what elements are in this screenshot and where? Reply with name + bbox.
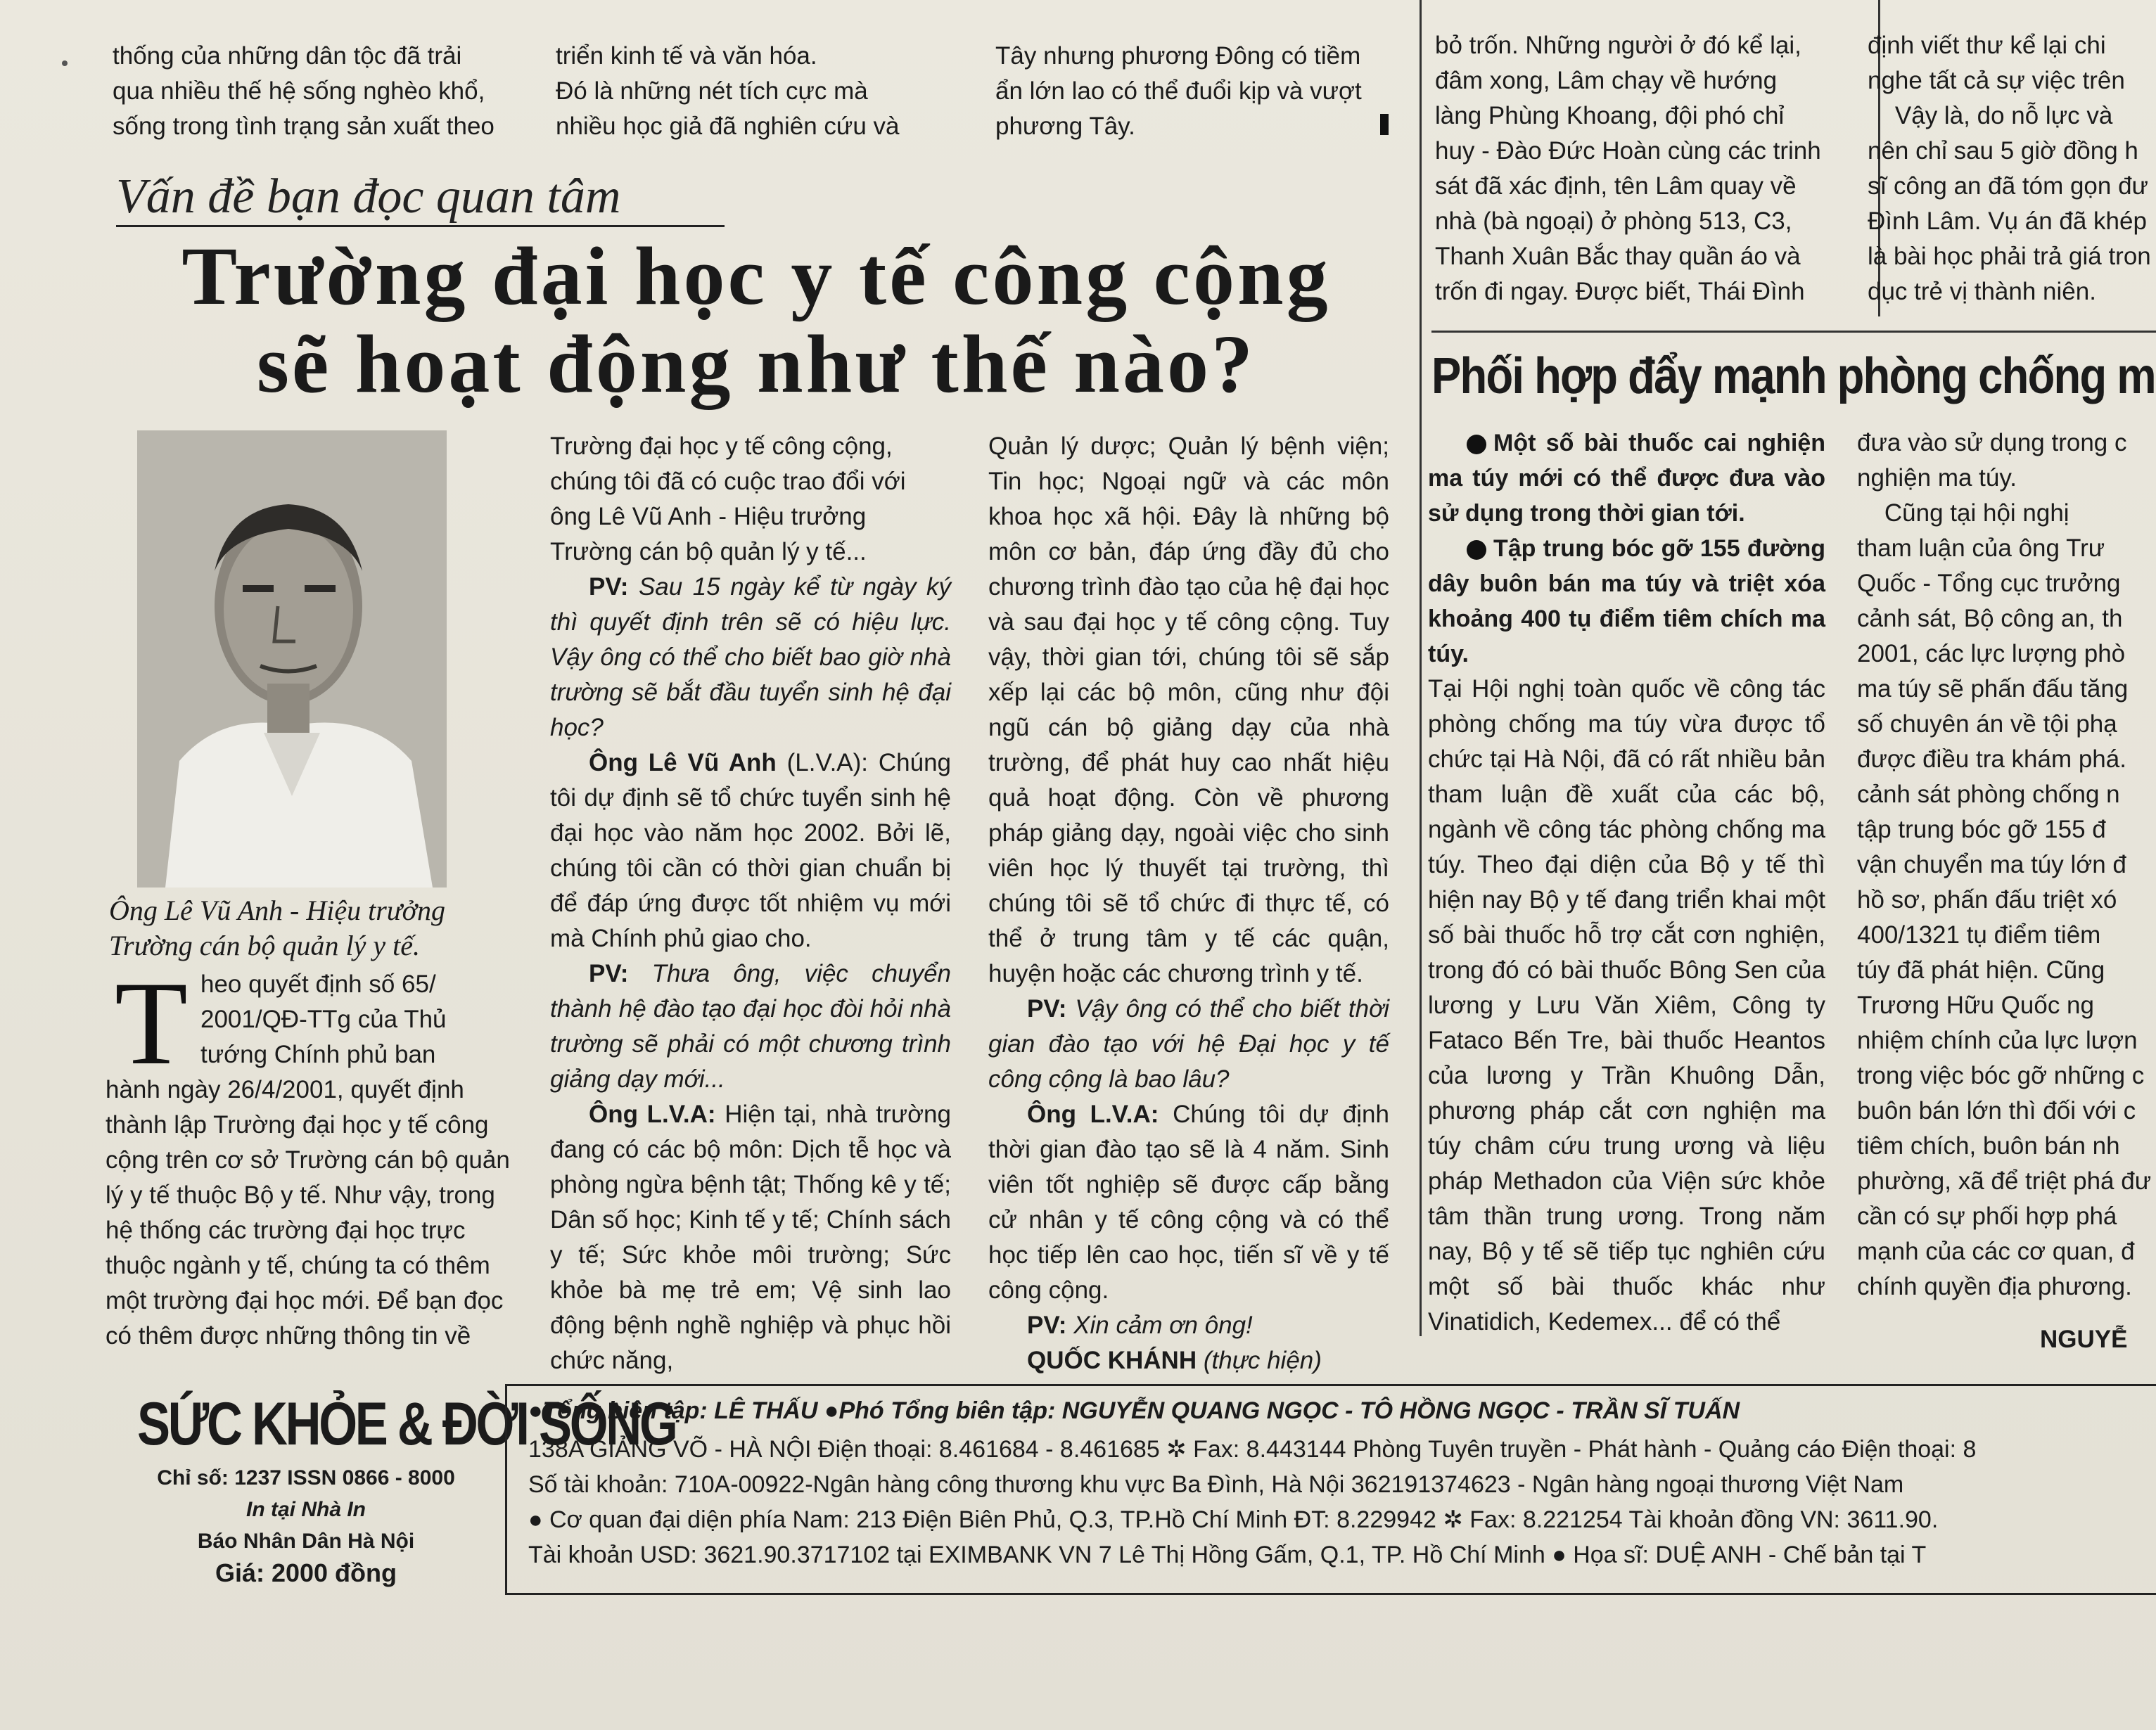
- bullet-icon: [1467, 540, 1486, 560]
- section-rule: [1431, 331, 2156, 333]
- imprint-address: 138A GIẢNG VÕ - HÀ NỘI Điện thoại: 8.461684 - 8.461685 ✲ Fax: 8.443144 Phòng Tuyên truyền - Phát hành - Quảng cáo Điện thoại: 8: [528, 1436, 1977, 1463]
- portrait-photo-graphic: [137, 430, 447, 888]
- article-col1-body: hành ngày 26/4/2001, quyết định thành lập Trường đại học y tế công cộng trên cơ sở Trường cán bộ quản lý y tế thuộc Bộ y tế. Như vậy, trong hệ thống các trường đại học trực thuộc ngành y tế, chúng ta có thêm một trường đại học mới. Để bạn đọc có thêm được những thông tin về: [106, 1076, 510, 1350]
- drug-article-col-b: đưa vào sử dụng trong c nghiện ma túy. Cũng tại hội nghị tham luận của ông Trư Quốc - Tổng cục trưởng cảnh sát, Bộ công an, th 2001, các lực lượng phò ma túy sẽ phấn đấu tăng số chuyên án về tội phạ được điều tra khám phá. cảnh sát phòng chống n tập trung bóc gỡ 155 đ vận chuyển ma túy lớn đ hồ sơ, phấn đấu triệt xó 400/1321 tụ điểm tiêm túy đã phát hiện. Cũng Trương Hữu Quốc ng nhiệm chính của lực lượn trong việc bóc gỡ những c buôn bán lớn thì đối với c tiêm chích, buôn bán nh phường, xã để triệt phá đư cần có sự phối hợp phá mạnh của các cơ quan, đ chính quyền địa phương.: [1857, 429, 2152, 1300]
- imprint-editors: ●Tổng biên tập: LÊ THẤU ●Phó Tổng biên tập: NGUYỄN QUANG NGỌC - TÔ HỒNG NGỌC - TRẦN SĨ TUẤN: [528, 1397, 1740, 1424]
- right-top-column-b: định viết thư kể lại chi nghe tất cả sự việc trên Vậy là, do nỗ lực và nên chỉ sau 5 giờ đồng h sĩ công an đã tóm gọn đư Đình Lâm. Vụ án đã khép là bài học phải trả giá tron dục trẻ vị thành niên.: [1868, 32, 2151, 305]
- pv-label: PV:: [589, 573, 629, 601]
- answer-text: Hiện tại, nhà trường đang có các bộ môn: Dịch tễ học và phòng ngừa bệnh tật; Thống kê y tế; Dân số học; Kinh tế y tế; Chính sách y tế; Sức khỏe môi trường; Sức khỏe bà mẹ trẻ em; Vệ sinh lao động bệnh nghề nghiệp và phục hồi chức năng,: [550, 1101, 951, 1374]
- drug-article-byline: NGUYỄ: [2040, 1326, 2128, 1353]
- article-col3-body: Quản lý dược; Quản lý bệnh viện; Tin học; Ngoại ngữ và các môn khoa học xã hội. Đây là những bộ môn cơ bản, đáp ứng đầy đủ cho chương trình đào tạo của hệ đại học và sau đại học y tế công cộng. Tuy vậy, thời gian tới, chúng tôi sẽ sắp xếp lại các bộ môn, cũng như đội ngũ cán bộ giảng dạy của nhà trường, để phát huy cao nhất hiệu quả hoạt động. Còn về phương pháp giảng dạy, ngoài việc cho sinh viên học lý thuyết tại trường, thì chúng tôi sẽ tổ chức đi thực tế, có thể ở trung tâm y tế các quận, huyện hoặc các chương trình y tế.: [988, 432, 1389, 987]
- question-text: Vậy ông có thể cho biết thời gian đào tạo với hệ Đại học y tế công cộng là bao lâu?: [988, 995, 1390, 1093]
- drug-article-col-a: [1428, 425, 1825, 1347]
- article-col2-intro: Trường đại học y tế công cộng, chúng tôi đã có cuộc trao đổi với ông Lê Vũ Anh - Hiệu trưởng Trường cán bộ quản lý y tế...: [550, 432, 906, 565]
- interview-question-4: [988, 1308, 1389, 1343]
- right-top-column-a: bỏ trốn. Những người ở đó kể lại, đâm xong, Lâm chạy về hướng làng Phùng Khoang, đội phó chỉ huy - Đào Đức Hoàn cùng các trinh sát đã xác định, tên Lâm quay về nhà (bà ngoại) ở phòng 513, C3, Thanh Xuân Bắc thay quần áo và trốn đi ngay. Được biết, Thái Đình: [1435, 32, 1821, 305]
- article-headline: Trường đại học y tế công cộng sẽ hoạt động như thế nào?: [181, 230, 1331, 410]
- article-col2: [550, 429, 951, 1374]
- answer-speaker: Ông L.V.A:: [1027, 1101, 1159, 1128]
- answer-tag: (L.V.A):: [786, 749, 869, 776]
- top-column-3: Tây nhưng phương Đông có tiềm ẩn lớn lao có thể đuổi kịp và vượt phương Tây.: [995, 42, 1362, 140]
- interview-answer-3: [988, 1097, 1389, 1308]
- interview-answer-1: [550, 745, 951, 956]
- interview-question-2: [550, 956, 951, 1097]
- masthead-printer-name: Báo Nhân Dân Hà Nội: [197, 1530, 415, 1553]
- bullet-icon: [1467, 435, 1486, 454]
- answer-speaker: Ông L.V.A:: [589, 1101, 716, 1128]
- pv-label: PV:: [589, 960, 629, 987]
- photo-caption: Ông Lê Vũ Anh - Hiệu trưởng Trường cán bộ quản lý y tế.: [109, 895, 445, 961]
- imprint-usd-account: Tài khoản USD: 3621.90.3717102 tại EXIMBANK VN 7 Lê Thị Hồng Gấm, Q.1, TP. Hồ Chí Minh ● Họa sĩ: DUỆ ANH - Chế bản tại T: [528, 1542, 1927, 1568]
- answer-text: Chúng tôi dự định thời gian đào tạo sẽ là 4 năm. Sinh viên tốt nghiệp sẽ được cấp bằng cử nhân y tế công cộng và có thể học tiếp lên cao học, tiến sĩ về y tế công cộng.: [988, 1101, 1389, 1304]
- drug-article-headline: Phối hợp đẩy mạnh phòng chống m: [1431, 348, 2155, 404]
- interview-question-3: [988, 992, 1389, 1097]
- drug-article-body: Tại Hội nghị toàn quốc về công tác phòng chống ma túy vừa được tổ chức tại Hà Nội, đã có rất nhiều bản tham luận đề xuất của các bộ, ngành về công tác phòng chống ma túy. Theo đại diện của Bộ y tế thì hiện nay Bộ y tế đang triển khai một số bài thuốc hỗ trợ cắt cơn nghiện, trong đó có bài thuốc Bông Sen của lương y Lưu Văn Xiêm, Công ty Fataco Bến Tre, bài thuốc Heantos của lương y Trần Khuông Dẫn, phương pháp cắt cơn nghiện ma túy châm cứu trung ương và liệu pháp Methadon của Viện sức khỏe tâm thần trung ương. Trong năm nay, Bộ y tế sẽ tiếp tục nghiên cứu một số bài thuốc khác như Vinatidich, Kedemex... để có thể: [1428, 675, 1825, 1335]
- question-text: Xin cảm ơn ông!: [1073, 1312, 1253, 1339]
- imprint-south-office: ● Cơ quan đại diện phía Nam: 213 Điện Biên Phủ, Q.3, TP.Hồ Chí Minh ĐT: 8.229942 ✲ Fax: 8.221254 Tài khoản đồng VN: 3611.90.: [528, 1506, 1939, 1533]
- question-text: Sau 15 ngày kể từ ngày ký thì quyết định trên sẽ có hiệu lực. Vậy ông có thể cho biết bao giờ nhà trường sẽ bắt đầu tuyển sinh hệ đại học?: [550, 573, 951, 741]
- pv-label: PV:: [1027, 995, 1067, 1023]
- imprint-box: [505, 1384, 2156, 1595]
- top-column-1: thống của những dân tộc đã trải qua nhiều thế hệ sống nghèo khổ, sống trong tình trạng sản xuất theo: [113, 42, 495, 140]
- kicker-underline: [116, 225, 725, 227]
- imprint-account: Số tài khoản: 710A-00922-Ngân hàng công thương khu vực Ba Đình, Hà Nội 362191374623 - Ngân hàng ngoại thương Việt Nam: [528, 1471, 1904, 1498]
- masthead-logo: SỨC KHỎE & ĐỜI SỐNG: [137, 1390, 676, 1458]
- pv-label: PV:: [1027, 1312, 1067, 1339]
- masthead-index: Chỉ số: 1237 ISSN 0866 - 8000: [157, 1466, 455, 1489]
- portrait-photo: [137, 430, 447, 888]
- article-col3: [988, 429, 1390, 1374]
- lead-text: Tập trung bóc gỡ 155 đường dây buôn bán ma túy và triệt xóa khoảng 400 tụ điểm tiêm chích ma túy.: [1428, 535, 1825, 667]
- question-text: Thưa ông, việc chuyển thành hệ đào tạo đại học đòi hỏi nhà trường sẽ phải có một chương trình giảng dạy mới...: [550, 960, 951, 1093]
- top-column-2: triển kinh tế và văn hóa. Đó là những nét tích cực mà nhiều học giả đã nghiên cứu và: [556, 42, 900, 140]
- byline-name: QUỐC KHÁNH: [1027, 1347, 1197, 1374]
- article-kicker: Vấn đề bạn đọc quan tâm: [116, 169, 621, 224]
- lead-text: Một số bài thuốc cai nghiện ma túy mới có thể được đưa vào sử dụng trong thời gian tới.: [1428, 430, 1825, 527]
- punch-hole: [62, 60, 68, 66]
- drop-cap: T: [115, 957, 188, 1089]
- byline-note: (thực hiện): [1203, 1347, 1322, 1374]
- article-col1-intro: heo quyết định số 65/ 2001/QĐ-TTg của Thủ tướng Chính phủ ban: [200, 970, 447, 1068]
- masthead-price: Giá: 2000 đồng: [215, 1558, 397, 1587]
- answer-text: Chúng tôi dự định sẽ tổ chức tuyển sinh hệ đại học vào năm học 2002. Bởi lẽ, chúng tôi cần có thời gian chuẩn bị để đáp ứng được tốt nhiệm vụ mới mà Chính phủ giao cho.: [550, 749, 951, 952]
- interview-answer-2: [550, 1097, 951, 1378]
- lead-point-2: [1428, 531, 1825, 672]
- column-rule: [1420, 0, 1422, 1336]
- answer-speaker: Ông Lê Vũ Anh: [589, 749, 777, 776]
- masthead-printer: In tại Nhà In: [245, 1498, 366, 1521]
- byline: [988, 1343, 1389, 1378]
- end-mark: [1380, 114, 1389, 135]
- lead-point-1: [1428, 425, 1825, 531]
- interview-question-1: [550, 570, 951, 745]
